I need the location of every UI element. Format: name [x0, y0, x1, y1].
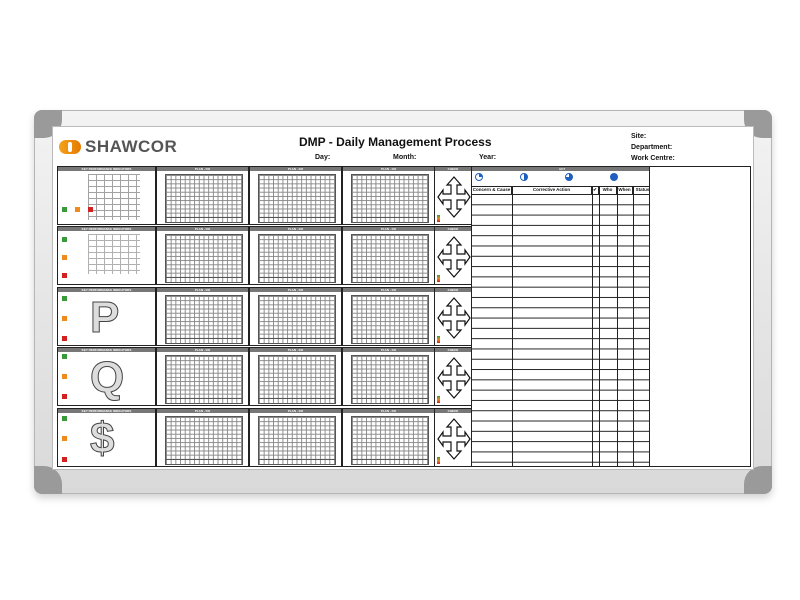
plan-do-cell [342, 166, 435, 225]
plan-grid[interactable] [351, 295, 429, 339]
day-label: Day: [315, 154, 331, 161]
plan-grid-base [351, 277, 429, 283]
plan-do-cell [156, 287, 249, 346]
status-orange-swatch [62, 436, 67, 441]
status-green-swatch [62, 296, 67, 301]
kpi-header: KEY PERFORMANCE INDICATORS [58, 348, 155, 352]
status-red-swatch [88, 207, 93, 212]
three-quarter-pie-icon [565, 173, 573, 181]
whiteboard-surface [52, 126, 754, 470]
plan-do-cell [342, 226, 435, 285]
plan-do-header: PLAN - DO [250, 288, 341, 292]
check-cell [434, 166, 472, 225]
plan-do-cell [249, 166, 342, 225]
plan-do-header: PLAN - DO [343, 227, 434, 231]
plan-grid-base [258, 459, 336, 465]
col-corrective-action: Corrective Action [512, 186, 592, 194]
status-orange-swatch [62, 374, 67, 379]
month-label: Month: [393, 154, 417, 161]
column-divider [599, 186, 600, 466]
plan-grid[interactable] [258, 234, 336, 278]
plan-do-cell [156, 226, 249, 285]
check-cell [434, 408, 472, 467]
check-header: CHECK [435, 227, 471, 231]
full-pie-icon [610, 173, 618, 181]
work-centre-label: Work Centre: [631, 155, 675, 162]
plan-do-header: PLAN - DO [157, 167, 248, 171]
kpi-header: KEY PERFORMANCE INDICATORS [58, 167, 155, 171]
plan-do-header: PLAN - DO [250, 227, 341, 231]
check-header: CHECK [435, 288, 471, 292]
plan-do-header: PLAN - DO [250, 167, 341, 171]
four-way-arrow-icon [437, 356, 471, 400]
plan-do-cell [156, 408, 249, 467]
plan-grid[interactable] [165, 295, 243, 339]
plan-do-cell [342, 408, 435, 467]
four-way-arrow-icon [437, 296, 471, 340]
check-header: CHECK [435, 409, 471, 413]
kpi-cell [57, 287, 156, 346]
column-divider [512, 186, 513, 466]
kpi-header: KEY PERFORMANCE INDICATORS [58, 288, 155, 292]
status-orange-swatch [62, 255, 67, 260]
plan-grid[interactable] [165, 234, 243, 278]
year-label: Year: [479, 154, 497, 161]
status-legend-item [565, 173, 573, 185]
page-title: DMP - Daily Management Process [299, 135, 492, 149]
plan-grid-base [165, 277, 243, 283]
plan-grid-base [351, 398, 429, 404]
status-red-swatch [62, 273, 67, 278]
col-check: ✔ [592, 186, 599, 194]
plan-grid-base [165, 338, 243, 344]
plan-grid-base [351, 459, 429, 465]
plan-grid[interactable] [165, 174, 243, 218]
kpi-letter: $ [90, 414, 115, 463]
quarter-pie-icon [475, 173, 483, 181]
col-status: Status [635, 187, 650, 192]
plan-grid-base [351, 217, 429, 223]
frame-corner-cap [744, 466, 772, 494]
traffic-light-icon [437, 336, 440, 343]
plan-do-cell [249, 347, 342, 406]
kpi-header: KEY PERFORMANCE INDICATORS [58, 227, 155, 231]
plan-grid[interactable] [258, 416, 336, 460]
plan-do-header: PLAN - DO [157, 288, 248, 292]
plan-grid-base [165, 398, 243, 404]
four-way-arrow-icon [437, 417, 471, 461]
column-divider [633, 186, 634, 466]
traffic-light-icon [437, 457, 440, 464]
kpi-cell [57, 166, 156, 225]
kpi-cell [57, 226, 156, 285]
half-pie-icon [520, 173, 528, 181]
status-legend-item [610, 173, 618, 185]
kpi-tracker [88, 234, 140, 274]
plan-do-header: PLAN - DO [343, 348, 434, 352]
plan-do-header: PLAN - DO [157, 348, 248, 352]
status-green-swatch [62, 354, 67, 359]
logo-mark-icon [59, 140, 81, 154]
plan-do-cell [156, 347, 249, 406]
status-green-swatch [62, 416, 67, 421]
plan-grid[interactable] [258, 295, 336, 339]
plan-do-header: PLAN - DO [250, 348, 341, 352]
column-divider [592, 186, 593, 466]
column-divider [617, 186, 618, 466]
status-red-swatch [62, 336, 67, 341]
plan-grid[interactable] [258, 174, 336, 218]
plan-do-cell [342, 347, 435, 406]
plan-do-cell [249, 226, 342, 285]
kpi-letter: P [90, 293, 120, 342]
kpi-letter: Q [90, 353, 125, 402]
plan-grid-base [165, 459, 243, 465]
logo-text: SHAWCOR [85, 137, 178, 156]
company-logo [59, 137, 177, 157]
col-who: Who [599, 186, 617, 194]
kpi-cell [57, 347, 156, 406]
check-cell [434, 226, 472, 285]
plan-do-cell [156, 166, 249, 225]
plan-do-header: PLAN - DO [343, 409, 434, 413]
col-concern-cause: Concern & Cause [472, 187, 511, 192]
plan-grid[interactable] [165, 416, 243, 460]
frame-corner-cap [34, 466, 62, 494]
plan-do-header: PLAN - DO [250, 409, 341, 413]
four-way-arrow-icon [437, 175, 471, 219]
plan-grid-base [165, 217, 243, 223]
act-header: ACT [472, 167, 652, 171]
plan-grid[interactable] [258, 355, 336, 399]
plan-do-cell [249, 408, 342, 467]
plan-grid[interactable] [351, 234, 429, 278]
plan-grid[interactable] [165, 355, 243, 399]
plan-do-header: PLAN - DO [343, 167, 434, 171]
status-red-swatch [62, 457, 67, 462]
status-legend-item [475, 173, 483, 185]
traffic-light-icon [437, 275, 440, 282]
col-when: When [617, 186, 633, 194]
check-cell [434, 347, 472, 406]
plan-grid[interactable] [351, 174, 429, 218]
notes-panel[interactable] [649, 166, 751, 467]
action-rows[interactable] [472, 194, 652, 466]
status-orange-swatch [62, 316, 67, 321]
status-green-swatch [62, 207, 67, 212]
four-way-arrow-icon [437, 235, 471, 279]
status-green-swatch [62, 237, 67, 242]
department-label: Department: [631, 144, 673, 151]
kpi-header: KEY PERFORMANCE INDICATORS [58, 409, 155, 413]
plan-grid-base [258, 338, 336, 344]
plan-grid-base [258, 398, 336, 404]
plan-grid[interactable] [351, 355, 429, 399]
plan-grid-base [258, 277, 336, 283]
check-header: CHECK [435, 167, 471, 171]
plan-do-cell [342, 287, 435, 346]
plan-grid-base [351, 338, 429, 344]
status-red-swatch [62, 394, 67, 399]
kpi-tracker [88, 174, 140, 220]
site-label: Site: [631, 133, 647, 140]
plan-grid-base [258, 217, 336, 223]
plan-do-cell [249, 287, 342, 346]
status-orange-swatch [75, 207, 80, 212]
plan-do-header: PLAN - DO [157, 409, 248, 413]
check-header: CHECK [435, 348, 471, 352]
check-cell [434, 287, 472, 346]
traffic-light-icon [437, 215, 440, 222]
traffic-light-icon [437, 396, 440, 403]
plan-grid[interactable] [351, 416, 429, 460]
status-legend-item [520, 173, 528, 185]
plan-do-header: PLAN - DO [343, 288, 434, 292]
plan-do-header: PLAN - DO [157, 227, 248, 231]
act-section [471, 166, 653, 467]
kpi-cell [57, 408, 156, 467]
